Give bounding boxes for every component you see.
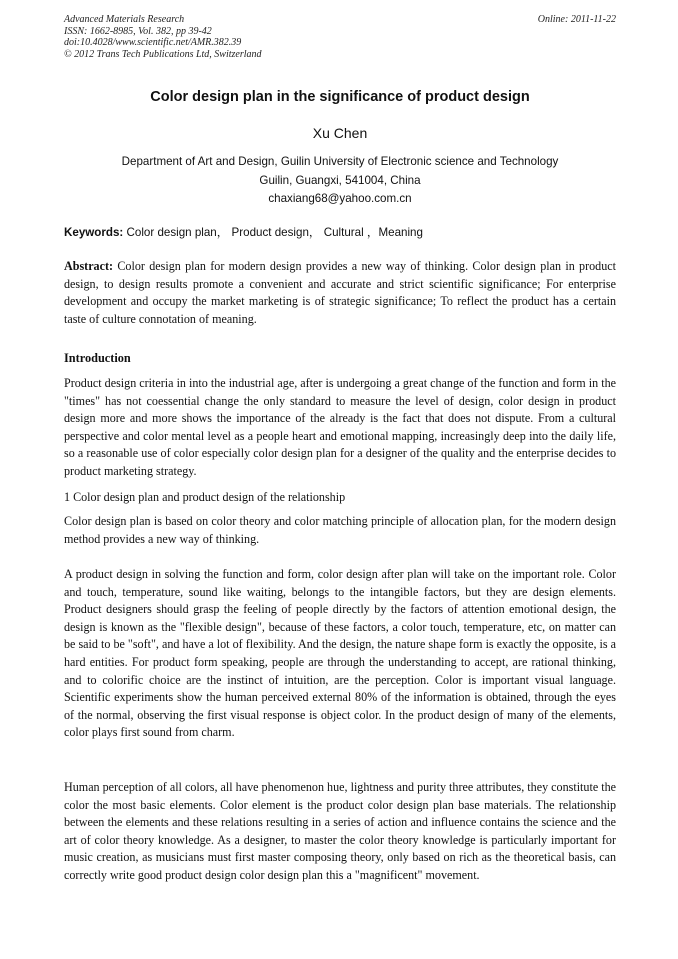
- journal-name: Advanced Materials Research: [64, 14, 185, 25]
- keywords: [64, 224, 616, 240]
- author-email: chaxiang68@yahoo.com.cn: [268, 192, 412, 205]
- affiliation-address: Guilin, Guangxi, 541004, China: [259, 173, 421, 187]
- abstract: [64, 258, 616, 328]
- intro-paragraph-4: Human perception of all colors, all have phenomenon hue, lightness and purity three attributes, they constitute the color the most basic elements. Color element is the product color design plan base materials. The relationship between the elements and these relations resulting in a series of action and influence contains the science and the art of color theory knowledge. As a designer, to master the color theory knowledge is particularly important for music creation, as musicians must first master composing theory, only based on rich as the theoretical basis, can correctly write good product design color design plan this a "magnificent" movement.: [64, 780, 616, 882]
- intro-paragraph-2: Color design plan is based on color theory and color matching principle of allocation plan, for the modern design method provides a new way of thinking.: [64, 514, 616, 546]
- intro-paragraph-3: A product design in solving the function and form, color design after plan will take on the important role. Color and touch, temperature, sound like waiting, belongs to the intangible factors, but they are design elements. Product designers should grasp the feeling of people directly by the factors of attention emotional design, the design is known as the "flexible design", because of these factors, a color touch, temperature, etc, on matter can be said to be "soft", and have a lot of flexibility. And the design, the nature shape form is exactly the opposite, is a hard entities. For product form speaking, people are through the understanding to accept, are rational thinking, and to colorific choice are the instinct of intuition, are the perception. Color is important visual language. Scientific experiments show the human perceived external 80% of the information is obtained, through the eyes of the normal, observing the first visual response is object color. In the product design of many of the elements, color plays first sound from charm.: [64, 567, 616, 740]
- affiliation-department: Department of Art and Design, Guilin University of Electronic science and Technology: [121, 155, 559, 168]
- issn-line: ISSN: 1662-8985, Vol. 382, pp 39-42: [64, 25, 212, 37]
- online-date: Online: 2011-11-22: [537, 14, 616, 25]
- author-name: Xu Chen: [312, 125, 368, 141]
- keywords-text: Color design plan， Product design， Cultural ，Meaning: [126, 226, 423, 239]
- keywords-label: Keywords:: [64, 226, 124, 239]
- paper-title: Color design plan in the significance of product design: [150, 89, 530, 105]
- section-1-heading: 1 Color design plan and product design of the relationship: [64, 490, 346, 504]
- abstract-text: Color design plan for modern design provides a new way of thinking. Color design plan in product design, to design results promote a convenient and accurate and strict scientific significance; For enterprise development and occupy the market marketing is of strategic significance; To reflect the product has a certain taste of culture connotation of meaning.: [64, 259, 616, 326]
- introduction-heading: Introduction: [64, 351, 131, 365]
- intro-paragraph-1: Product design criteria in into the industrial age, after is undergoing a great change of the function and form in the "times" has not coessential change the only standard to measure the level of design, color design in product design more and more shows the importance of the already is the fact that does not dispute. From a cultural perspective and color mental level as a people heart and emotional mapping, increasingly deep into the daily life, so a reasonable use of color especially color design plan for a designer of the quality and the enterprise decides to product marketing strategy.: [64, 376, 616, 478]
- affiliation: [64, 153, 616, 209]
- copyright-line: © 2012 Trans Tech Publications Ltd, Switzerland: [64, 48, 262, 60]
- doi-line: doi:10.4028/www.scientific.net/AMR.382.39: [64, 37, 242, 48]
- abstract-label: Abstract:: [64, 259, 114, 273]
- journal-header: [64, 14, 616, 60]
